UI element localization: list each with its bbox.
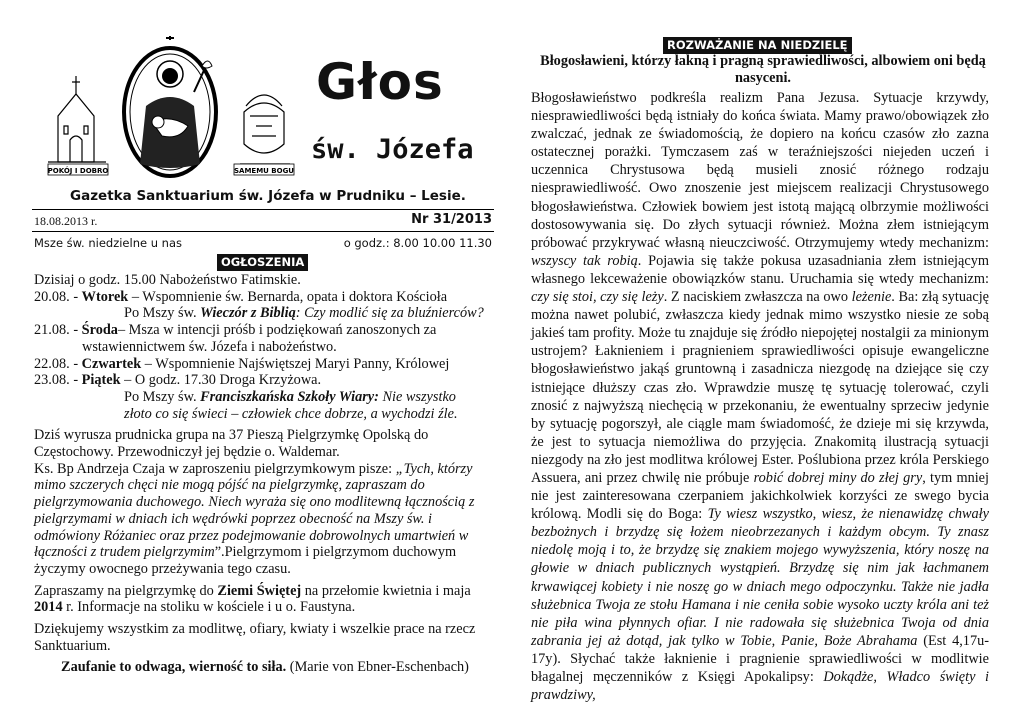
announcement-line: Dziś wyrusza prudnicka grupa na 37 Pieszą Pielgrzymkę Opolską do — [34, 427, 429, 444]
sanctuary-logo — [46, 36, 298, 180]
saint-joseph-oval — [124, 36, 216, 176]
announcement-line: 22.08. - Czwartek – Wspomnienie Najświętszej Maryi Panny, Królowej — [34, 355, 450, 372]
newsletter-title: Głos — [316, 53, 444, 111]
announcements-body — [34, 272, 496, 676]
announcement-line: pielgrzymami w dniach ich wędrówki poprzez obecność na Mszy św. i — [34, 510, 433, 527]
reflection-body — [531, 89, 989, 704]
coat-of-arms-drawing — [240, 95, 290, 164]
announcement-line: wstawiennictwem św. Józefa i nabożeństwo. — [82, 338, 337, 355]
announcement-line: łączności z trudem pielgrzymim”.Pielgrzymom i pielgrzymom duchowym — [34, 544, 457, 561]
reflection-paragraph: Błogosławieństwo podkreśla realizm Pana Jezusa. Sytuacje krzywdy, niesprawiedliwości będą istniały do końca świata. Mamy prawo/obowiązek zło zwalczać, jednak ze świadomością, że dopiero na końcu czasów zło zazna ostatecznej porażki. Tymczasem zaś w teraźniejszości niejeden uczeń i uczennica Chrystusowa będą musieli znosić różnego rodzaju niesprawiedliwość. Owo znoszenie jest miejscem realizacji Chrystusowego błogosławieństwa. Człowiek bowiem jest istotą mającą olbrzymie możliwości dostosowywania się. Do złych sytuacji również. Można złem istniejącym próbować przykrywać własną nieuczciwość. Otrzymujemy wtedy mechanizm: wszyscy tak robią. Pojawia się także pokusa uzasadniania złem istniejącym własnego lekceważenie obowiązków stanu. Uruchamia się wtedy mechanizm: czy się stoi, czy się leży. Z naciskiem zwłaszcza na owo leżenie. Ba: złą sytuację można nawet polubić, zwłaszcza kiedy jednak mimo wszystko niesie ze sobą jakieś tam profity. Może tu znajduje się źródło niepojętej nostalgii za minionym ustrojem? Łaknieniem i pragnieniem sprawiedliwości opisuje ewangeliczne błogosławieństwo jakąś gruntowną i zasadnicza niezgodę na dziejące się czy istniejące dłuższy czas zło. Wprawdzie muszę tę sytuację tolerować, czyli znosić z najwyższą niechęcią w przekonaniu, że ewentualny sprzeciw jedynie by sytuację pogorszył, ale ciągle mam świadomość, że dzieje mi się krzywda, że jest to sytuacja niemożliwa do przyjęcia. Znakomitą ilustracją sytuacji niezgody na zło jest modlitwa królowej Ester. Poślubiona przez króla Perskiego Assuera, ani przez chwilę nie próbuje robić dobrej miny do złej gry, tym mniej nie jest zainteresowana czerpaniem jakichkolwiek korzyści ze swego bycia królową. Modli się do Boga: Ty wiesz wszystko, wiesz, że nienawidzę chwały bezbożnych i brzydzę się łożem nieobrzezanych i każdym obcym. Ty znasz niedolę moją i to, że brzydzę się znakiem mojego wywyższenia, który noszę na głowie w dniach publicznych wystąpień. Brzydzę się nim jak łachmanem krwawiącej kobiety i nie noszę go w dniach mego odpoczynku. Także nie jadła służebnica Twoja ze stołu Hamana i nie ceniła sobie wysoko uczty króla ani też nie piła wina płynnych ofiar. I nie radowała się służebnica Twoja od dnia zabrania jej aż dotąd, jak tylko w Tobie, Panie, Boże Abrahama (Est 4,17u-17y). Słychać także łaknienie i pragnienie sprawiedliwości w modlitwie błagalnej męczenników z Księgi Apokalipsy: Dokądże, Władco święty i prawdziwy, — [531, 90, 990, 704]
announcement-line: Częstochowy. Przewodniczył jej będzie o. Waldemar. — [34, 444, 340, 461]
announcement-line: Dziękujemy wszystkim za modlitwę, ofiary, kwiaty i wszelkie prace na rzecz — [34, 621, 476, 638]
announcement-line: Zapraszamy na pielgrzymkę do Ziemi Świętej na przełomie kwietnia i maja — [34, 582, 471, 599]
announcement-line: złoto co się świeci – człowiek chce dobrze, a wychodzi źle. — [124, 405, 458, 422]
newsletter-subtitle: Gazetka Sanktuarium św. Józefa w Prudniku – Lesie. — [70, 188, 466, 204]
logo-motto-left: POKÓJ I DOBRO — [47, 167, 109, 175]
divider — [32, 231, 494, 232]
announcement-line: Ks. Bp Andrzeja Czaja w zaproszeniu pielgrzymkowym pisze: „Tych, którzy — [34, 460, 473, 477]
logo-motto-right: SAMEMU BOGU — [233, 167, 295, 175]
announcement-line: mimo szczerych chęci nie mogą pójść na pielgrzymkę, zapraszam do — [34, 477, 425, 494]
divider — [32, 209, 494, 210]
announcement-line: 23.08. - Piątek – O godz. 17.30 Droga Krzyżowa. — [34, 372, 322, 389]
church-left-drawing — [48, 76, 106, 162]
announcement-line: Po Mszy św. Franciszkańska Szkoły Wiary: Nie wszystko — [124, 388, 456, 405]
closing-quote: Zaufanie to odwaga, wierność to siła. (Marie von Ebner-Eschenbach) — [61, 659, 469, 676]
announcement-line: Dzisiaj o godz. 15.00 Nabożeństwo Fatimskie. — [34, 272, 301, 288]
announcement-line: Po Mszy św. Wieczór z Biblią: Czy modlić się za bluźnierców? — [124, 305, 484, 322]
issue-date: 18.08.2013 r. — [34, 214, 98, 228]
announcement-line: 2014 r. Informacje na stoliku w kościele i u o. Faustyna. — [34, 599, 356, 616]
issue-number: Nr 31/2013 — [411, 212, 492, 227]
masses-times: o godz.: 8.00 10.00 11.30 — [343, 236, 492, 250]
reflection-banner: ROZWAŻANIE NA NIEDZIELĘ — [663, 37, 852, 54]
masses-label: Msze św. niedzielne u nas — [34, 236, 182, 250]
announcement-line: pielgrzymowania duchowego. Niech wyraża się ono modlitewną łącznością z — [34, 494, 475, 511]
announcement-line: Sanktuarium. — [34, 637, 111, 654]
reflection-heading: Błogosławieni, którzy łakną i pragną sprawiedliwości, albowiem oni będą nasyceni. — [540, 53, 986, 86]
announcement-line: 20.08. - Wtorek – Wspomnienie św. Bernarda, opata i doktora Kościoła — [34, 288, 448, 305]
newsletter-title-line2: św. Józefa — [311, 134, 474, 165]
announcement-line: odmówiony Różaniec oraz przez podejmowanie dobrowolnych umartwień w — [34, 527, 469, 544]
announcement-line: 21.08. - Środa– Msza w intencji próśb i podziękowań zanoszonych za — [34, 322, 437, 339]
announcements-banner: OGŁOSZENIA — [217, 254, 308, 271]
announcement-line: życzymy owocnego przeżywania tego czasu. — [34, 560, 291, 577]
